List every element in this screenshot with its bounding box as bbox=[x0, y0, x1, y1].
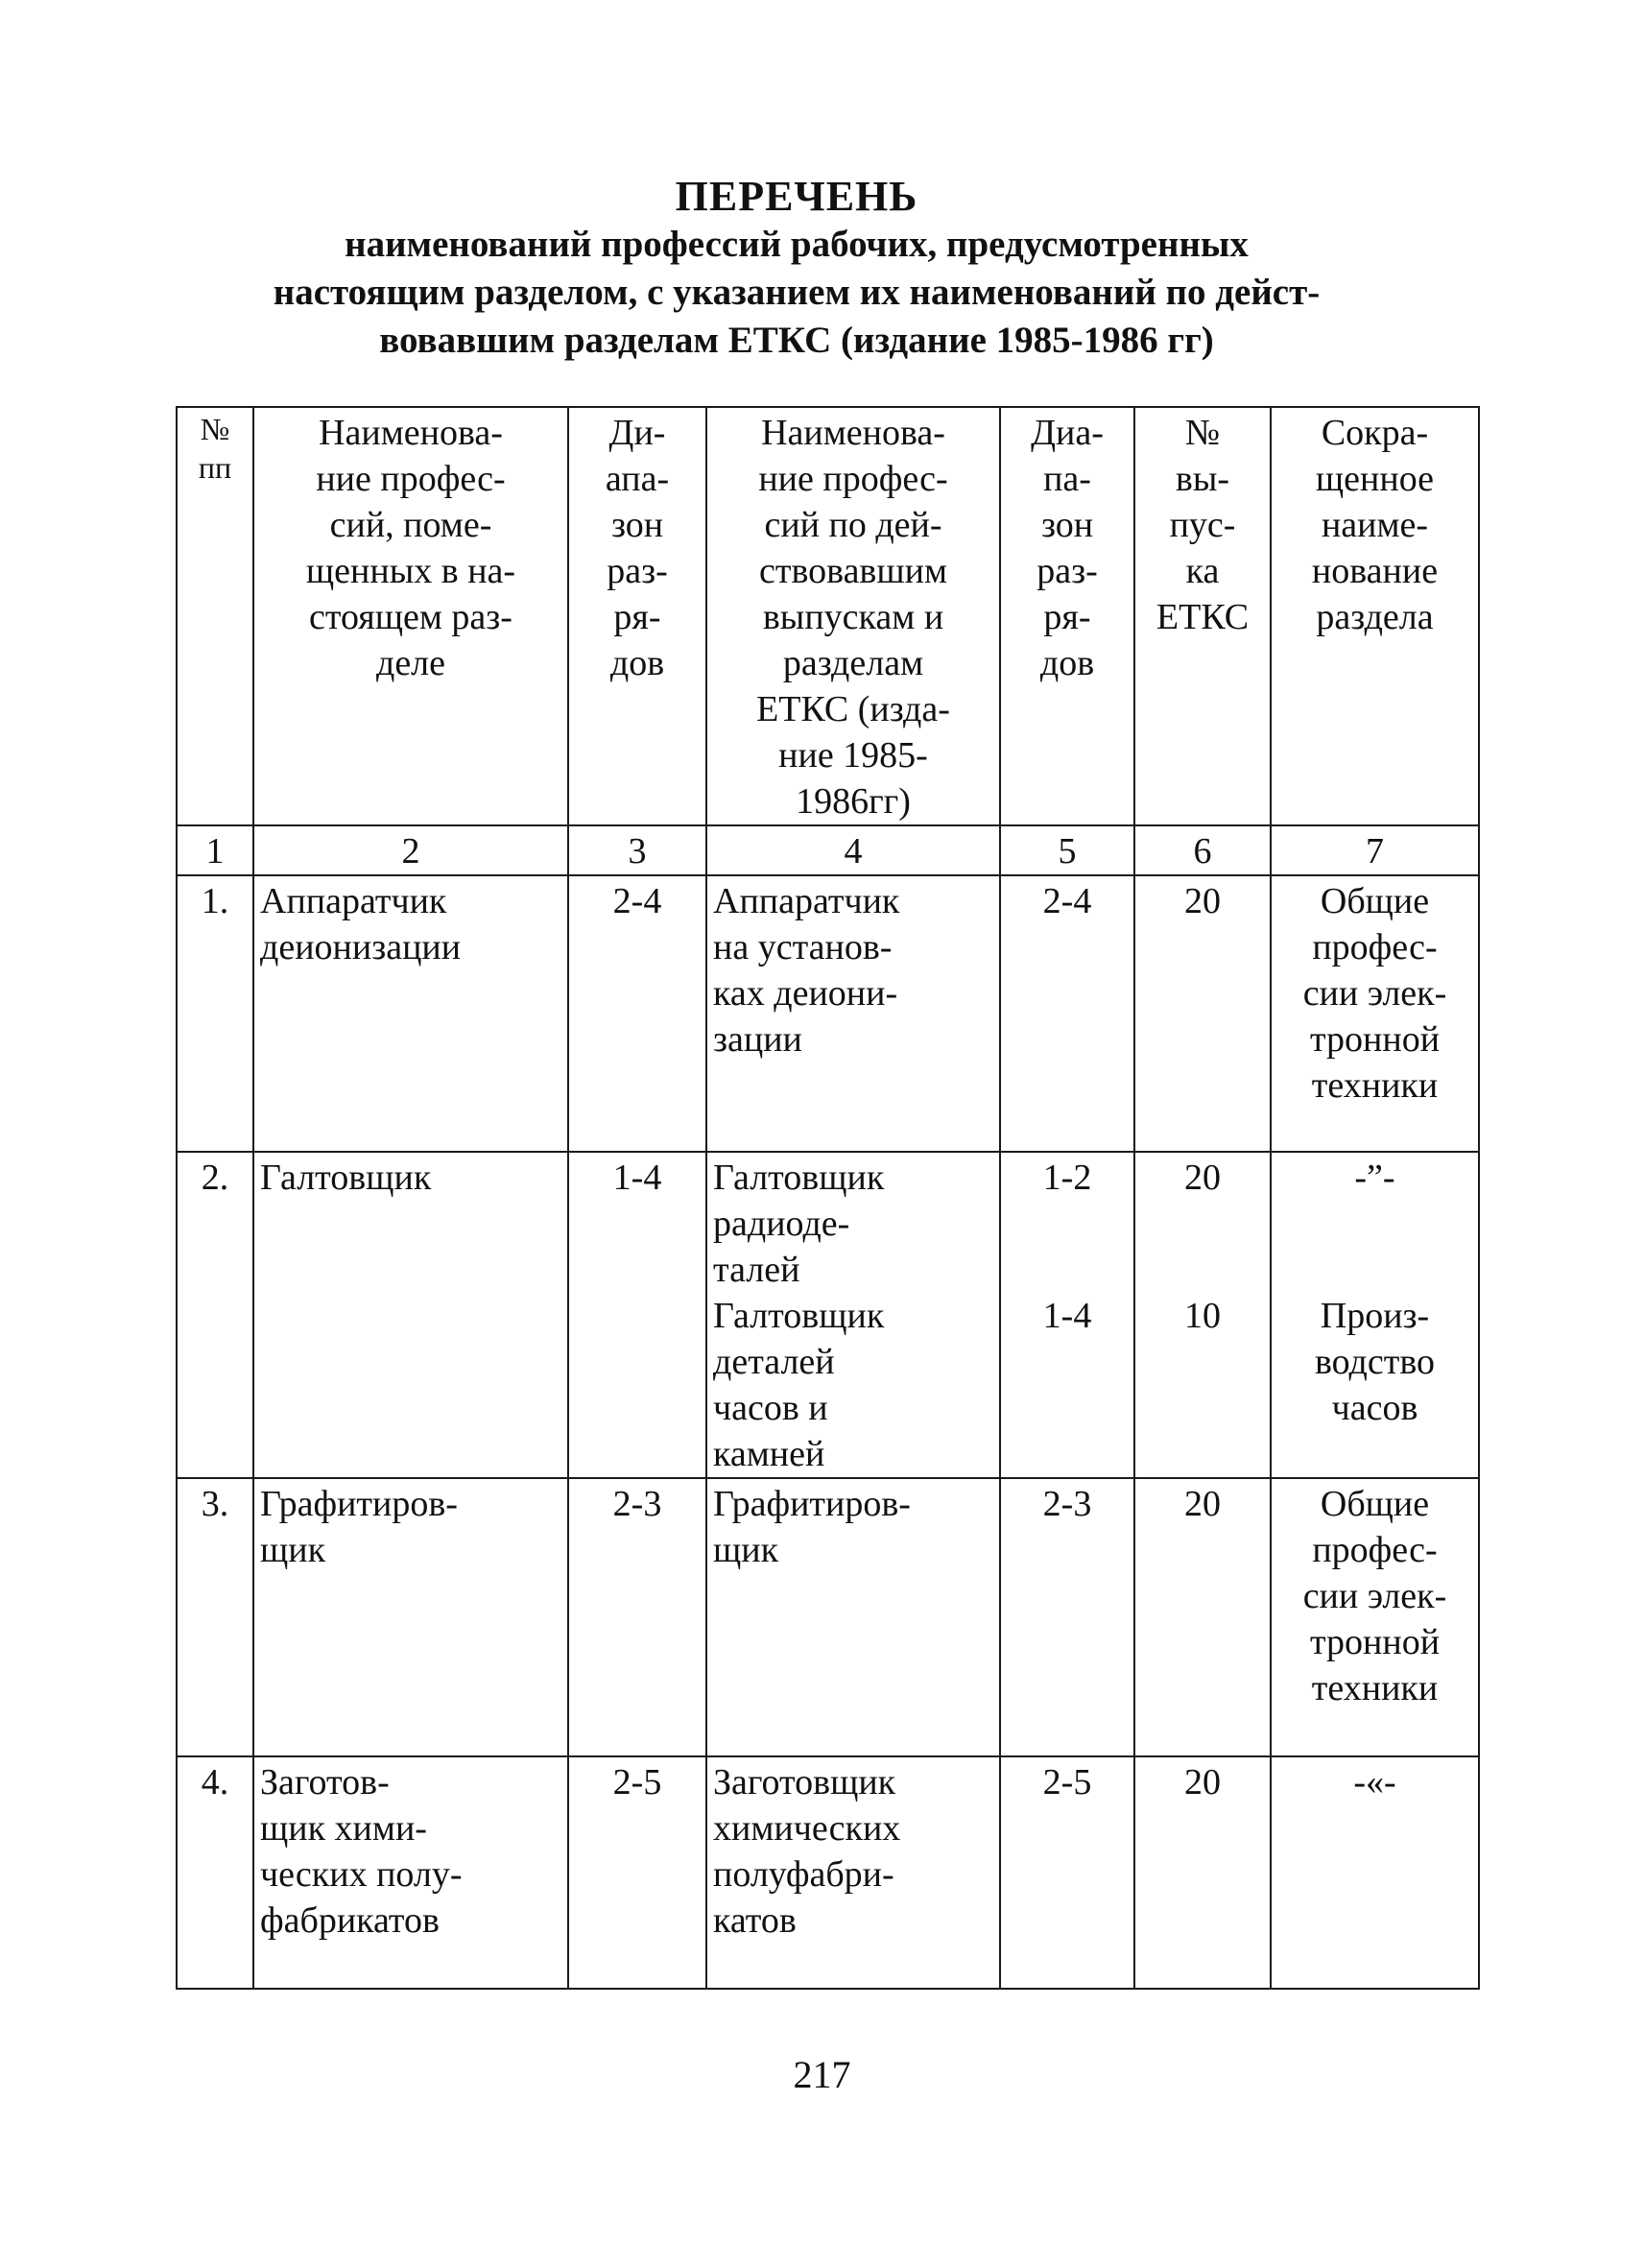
grade-range: 1-4 bbox=[568, 1152, 706, 1478]
profession-name: Графитиров- щик bbox=[253, 1478, 568, 1756]
row-number: 3. bbox=[177, 1478, 253, 1756]
table-row bbox=[177, 1478, 1479, 1756]
column-number: 4 bbox=[706, 825, 1000, 875]
row-number: 4. bbox=[177, 1756, 253, 1989]
header-cell-number: № пп bbox=[177, 407, 253, 825]
section-short-name: Общие профес- сии элек- тронной техники bbox=[1271, 1478, 1479, 1756]
header-cell-old-range: Диа- па- зон раз- ря- дов bbox=[1000, 407, 1134, 825]
header-cell-section: Сокра- щенное наиме- нование раздела bbox=[1271, 407, 1479, 825]
section-short-name: -«- bbox=[1271, 1756, 1479, 1989]
etks-issue: 20 bbox=[1134, 1478, 1271, 1756]
old-profession-name: Аппаратчик на установ- ках деиони- зации bbox=[706, 875, 1000, 1152]
etks-issue: 20 bbox=[1134, 875, 1271, 1152]
column-number: 2 bbox=[253, 825, 568, 875]
header-cell-old-name: Наименова- ние профес- сий по дей- ствовавшим выпускам и разделам ЕТКС (изда- ние 1985- 1986гг) bbox=[706, 407, 1000, 825]
section-short-name-2: Произ- водство часов bbox=[1314, 1296, 1436, 1428]
document-title: ПЕРЕЧЕНЬ bbox=[675, 173, 918, 220]
section-cell bbox=[1271, 1152, 1479, 1478]
old-grade-range: 2-5 bbox=[1000, 1756, 1134, 1989]
old-profession-name: Заготовщик химических полуфабри- катов bbox=[706, 1756, 1000, 1989]
old-profession-name-2: Галтовщик деталей часов и камней bbox=[713, 1296, 885, 1474]
header-cell-range: Ди- апа- зон раз- ря- дов bbox=[568, 407, 706, 825]
column-number: 1 bbox=[177, 825, 253, 875]
grade-range: 2-3 bbox=[568, 1478, 706, 1756]
old-profession-name: Галтовщик радиоде- талей bbox=[713, 1158, 885, 1290]
etks-issue-2: 10 bbox=[1184, 1296, 1221, 1336]
etks-issue: 20 bbox=[1184, 1158, 1221, 1198]
column-number: 6 bbox=[1134, 825, 1271, 875]
document-heading bbox=[144, 173, 1449, 365]
old-grade-range: 2-4 bbox=[1000, 875, 1134, 1152]
header-cell-issue: № вы- пус- ка ЕТКС bbox=[1134, 407, 1271, 825]
table-header-row bbox=[177, 407, 1479, 825]
page-number: 217 bbox=[793, 2053, 851, 2096]
subtitle-line-1: наименований профессий рабочих, предусмотренных bbox=[345, 224, 1249, 265]
old-profession-name: Графитиров- щик bbox=[706, 1478, 1000, 1756]
header-cell-name: Наименова- ние профес- сий, поме- щенных в на- стоящем раз- деле bbox=[253, 407, 568, 825]
table-row bbox=[177, 1152, 1479, 1478]
row-number: 2. bbox=[177, 1152, 253, 1478]
section-short-name: Общие профес- сии элек- тронной техники bbox=[1271, 875, 1479, 1152]
column-number-row bbox=[177, 825, 1479, 875]
column-number: 5 bbox=[1000, 825, 1134, 875]
section-short-name: -”- bbox=[1354, 1158, 1395, 1198]
old-grade-range: 2-3 bbox=[1000, 1478, 1134, 1756]
professions-table bbox=[176, 406, 1480, 1990]
grade-range: 2-5 bbox=[568, 1756, 706, 1989]
profession-name: Заготов- щик хими- ческих полу- фабрикатов bbox=[253, 1756, 568, 1989]
old-grade-range: 1-2 bbox=[1042, 1158, 1092, 1198]
subtitle-line-3: вовавшим разделам ЕТКС (издание 1985-1986 гг) bbox=[379, 320, 1214, 361]
table-row bbox=[177, 1756, 1479, 1989]
old-profession-cell bbox=[706, 1152, 1000, 1478]
column-number: 3 bbox=[568, 825, 706, 875]
etks-issue-cell bbox=[1134, 1152, 1271, 1478]
old-grade-range-cell bbox=[1000, 1152, 1134, 1478]
profession-name: Галтовщик bbox=[253, 1152, 568, 1478]
row-number: 1. bbox=[177, 875, 253, 1152]
old-grade-range-2: 1-4 bbox=[1042, 1296, 1092, 1336]
grade-range: 2-4 bbox=[568, 875, 706, 1152]
table-row bbox=[177, 875, 1479, 1152]
etks-issue: 20 bbox=[1134, 1756, 1271, 1989]
column-number: 7 bbox=[1271, 825, 1479, 875]
profession-name: Аппаратчик деионизации bbox=[253, 875, 568, 1152]
subtitle-line-2: настоящим разделом, с указанием их наименований по дейст- bbox=[273, 272, 1321, 313]
